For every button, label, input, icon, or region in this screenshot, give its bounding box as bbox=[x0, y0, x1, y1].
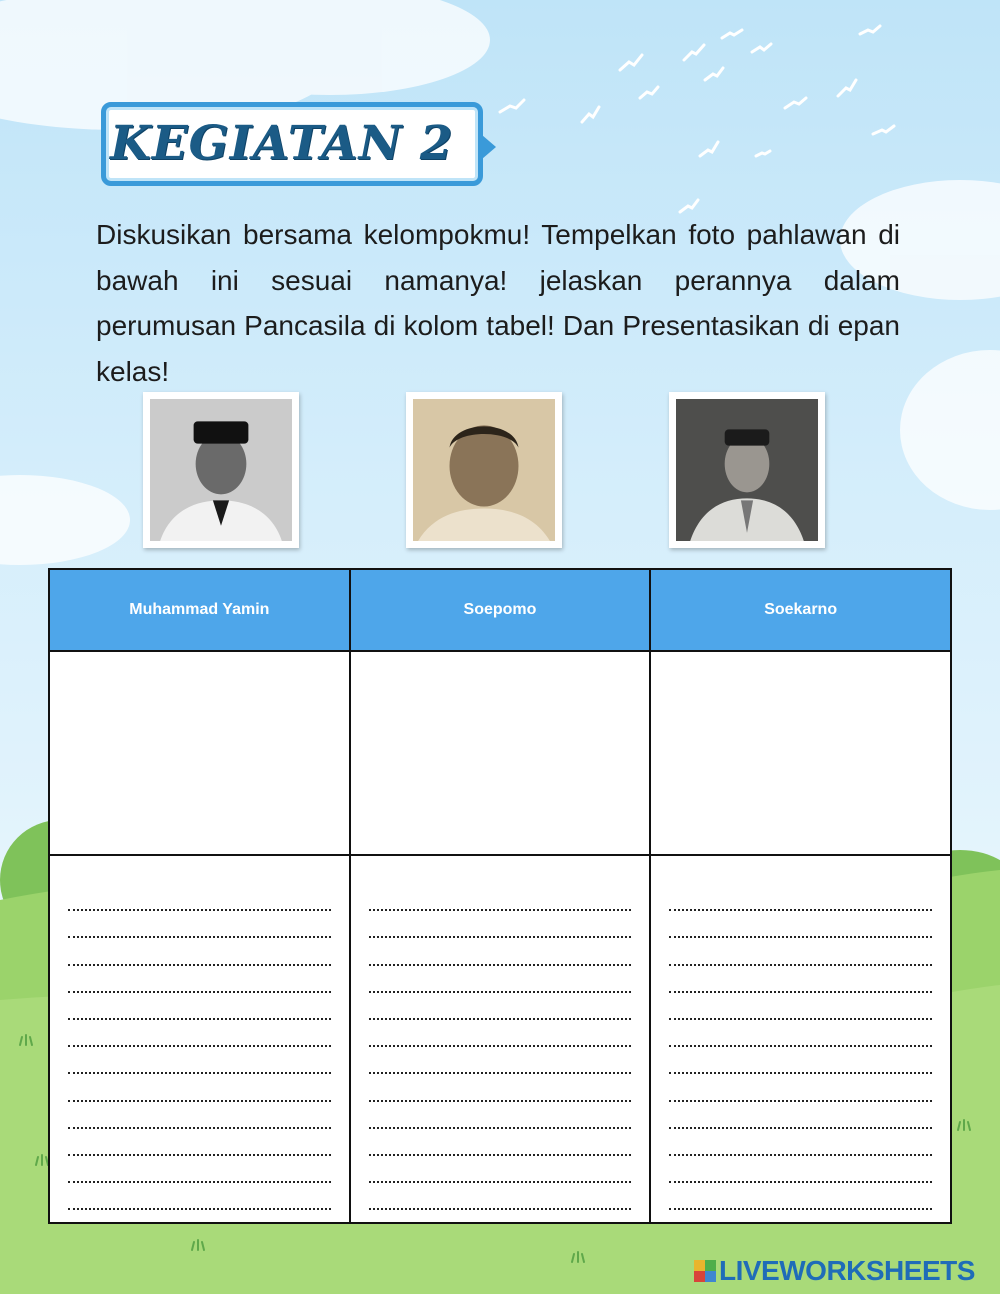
photo-drop-zone[interactable] bbox=[350, 651, 651, 855]
header-row bbox=[49, 569, 951, 651]
dotted-lines bbox=[369, 884, 632, 1210]
hero-photo[interactable] bbox=[406, 392, 562, 548]
instruction-text: Diskusikan bersama kelompokmu! Tempelkan foto pahlawan di bawah ini sesuai namanya! jelaskan perannya dalam perumusan Pancasila di kolom tabel! Dan Presentasikan di epan kelas! bbox=[96, 219, 900, 387]
brand-name: LIVEWORKSHEETS bbox=[719, 1255, 975, 1286]
hero-table bbox=[48, 568, 952, 1224]
photo-drop-zone[interactable] bbox=[49, 651, 350, 855]
activity-title: KEGIATAN 2 bbox=[110, 116, 454, 171]
brand-logo-area bbox=[694, 1256, 975, 1286]
header-soekarno: Soekarno bbox=[650, 569, 951, 651]
answer-area[interactable] bbox=[49, 855, 350, 1223]
hero-photo[interactable] bbox=[143, 392, 299, 548]
answer-area[interactable] bbox=[650, 855, 951, 1223]
answer-area[interactable] bbox=[350, 855, 651, 1223]
header-soepomo: Soepomo bbox=[350, 569, 651, 651]
hero-photo[interactable] bbox=[669, 392, 825, 548]
photo-drop-zone[interactable] bbox=[650, 651, 951, 855]
dotted-lines bbox=[669, 884, 932, 1210]
photo-drop-row bbox=[49, 651, 951, 855]
liveworksheets-icon bbox=[694, 1260, 716, 1282]
portrait-image bbox=[413, 399, 555, 541]
birds bbox=[500, 26, 894, 212]
dotted-lines bbox=[68, 884, 331, 1210]
answer-row bbox=[49, 855, 951, 1223]
portrait-image bbox=[150, 399, 292, 541]
header-muhammad-yamin: Muhammad Yamin bbox=[49, 569, 350, 651]
portrait-image bbox=[676, 399, 818, 541]
